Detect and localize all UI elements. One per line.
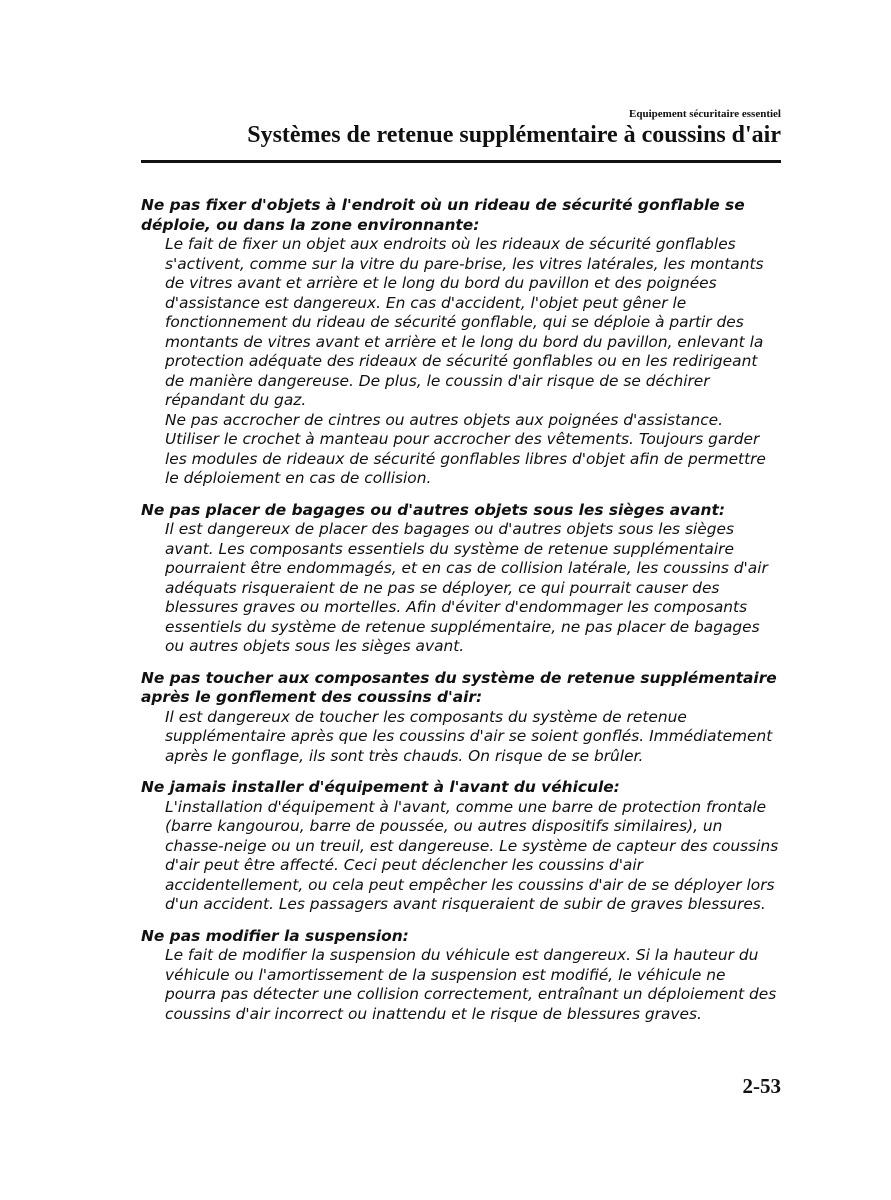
warning-heading: Ne pas toucher aux composantes du système de retenue supplémentaire après le gonflement des coussins d'air:	[141, 668, 777, 706]
warning-body	[165, 708, 781, 767]
warning-body	[165, 235, 781, 489]
warning-body	[165, 946, 781, 1024]
warning-body	[165, 798, 781, 915]
warning-paragraph: Il est dangereux de toucher les composants du système de retenue supplémentaire après que les coussins d'air se soient gonflés. Immédiatement après le gonflage, ils sont très chauds. On risque de se brûler.	[165, 707, 773, 765]
warning-paragraph: Le fait de fixer un objet aux endroits où les rideaux de sécurité gonflables s'activent, comme sur la vitre du pare-brise, les vitres latérales, les montants de vitres avant et arrière et le long du bord du pavillon et des poignées d'assistance est dangereux. En cas d'accident, l'objet peut gêner le fonctionnement du rideau de sécurité gonflable, qui se déploie à partir des montants de vitres avant et arrière et le long du bord du pavillon, enlevant la protection adéquate des rideaux de sécurité gonflables ou en les redirigeant de manière dangereuse. De plus, le coussin d'air risque de se déchirer répandant du gaz.	[165, 235, 764, 409]
warning-body	[165, 520, 781, 657]
warning-heading: Ne pas modifier la suspension:	[141, 926, 409, 945]
warning-paragraph: Ne pas accrocher de cintres ou autres objets aux poignées d'assistance. Utiliser le crochet à manteau pour accrocher des vêtements. Toujours garder les modules de rideaux de sécurité gonflables libres d'objet afin de permettre le déploiement en cas de collision.	[165, 410, 766, 487]
warning-heading: Ne pas placer de bagages ou d'autres objets sous les sièges avant:	[141, 500, 725, 519]
page-title: Systèmes de retenue supplémentaire à coussins d'air	[247, 122, 781, 148]
warning-paragraph: Il est dangereux de placer des bagages ou d'autres objets sous les sièges avant. Les composants essentiels du système de retenue supplémentaire pourraient être endommagés, et en cas de collision latérale, les coussins d'air adéquats risqueraient de ne pas se déployer, ce qui pourrait causer des blessures graves ou mortelles. Afin d'éviter d'endommager les composants essentiels du système de retenue supplémentaire, ne pas placer de bagages ou autres objets sous les sièges avant.	[165, 520, 768, 655]
title-divider	[141, 160, 781, 163]
page-number: 2-53	[742, 1074, 781, 1098]
section-label: Equipement sécuritaire essentiel	[629, 108, 781, 120]
warning-block-after-inflation	[141, 669, 781, 767]
warning-block-curtain-airbag	[141, 196, 781, 489]
warning-paragraph: L'installation d'équipement à l'avant, comme une barre de protection frontale (barre kangourou, barre de poussée, ou autres dispositifs similaires), un chasse-neige ou un treuil, est dangereuse. Le système de capteur des coussins d'air peut être affecté. Ceci peut déclencher les coussins d'air accidentellement, ou cela peut empêcher les coussins d'air de se déployer lors d'un accident. Les passagers avant risqueraient de subir de graves blessures.	[165, 797, 779, 913]
warning-heading: Ne pas fixer d'objets à l'endroit où un rideau de sécurité gonflable se déploie, ou dans la zone environnante:	[141, 196, 745, 234]
warning-heading: Ne jamais installer d'équipement à l'avant du véhicule:	[141, 778, 620, 796]
warning-paragraph: Le fait de modifier la suspension du véhicule est dangereux. Si la hauteur du véhicule ou l'amortissement de la suspension est modifié, le véhicule ne pourra pas détecter une collision correctement, entraînant un déploiement des coussins d'air incorrect ou inattendu et le risque de blessures graves.	[165, 946, 777, 1023]
warnings-content	[141, 196, 781, 1036]
warning-block-suspension	[141, 927, 781, 1025]
warning-block-under-seats	[141, 501, 781, 657]
warning-block-front-equipment	[141, 778, 781, 915]
